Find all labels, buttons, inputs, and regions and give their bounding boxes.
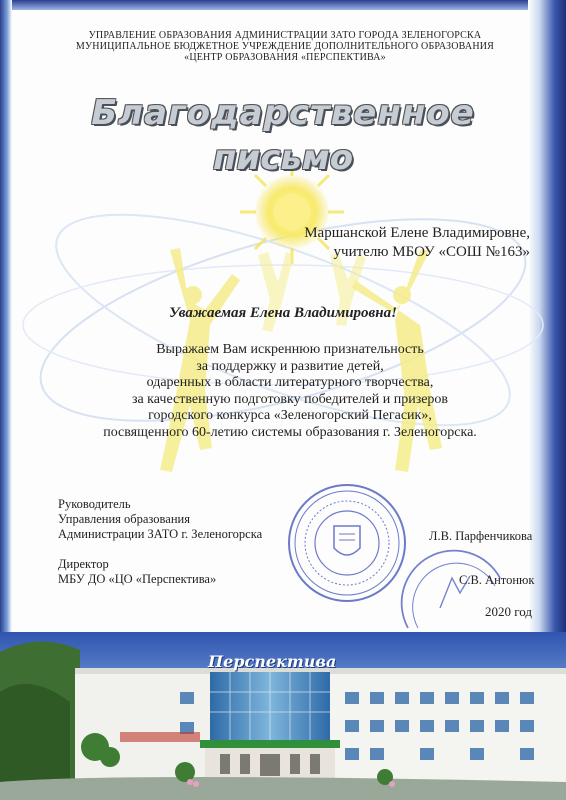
body-line: посвященного 60-летию системы образования г. Зеленогорска.	[103, 424, 477, 440]
body-line: за качественную подготовку победителей и призеров	[131, 391, 449, 407]
top-border	[0, 0, 566, 10]
title-line: Благодарственное	[91, 93, 475, 133]
signatory-title-line: Руководитель	[58, 497, 131, 511]
issuer-header	[70, 30, 500, 63]
greeting: Уважаемая Елена Владимировна!	[169, 305, 397, 321]
body-text	[40, 342, 540, 441]
title-line: письмо	[212, 138, 354, 178]
document-title	[0, 92, 566, 180]
signatory-title-line: Управления образования	[58, 512, 190, 526]
header-line: «ЦЕНТР ОБРАЗОВАНИЯ «ПЕРСПЕКТИВА»	[184, 52, 386, 63]
recipient-position: учителю МБОУ «СОШ №163»	[333, 244, 530, 260]
body-line: Выражаем Вам искреннюю признательность	[156, 342, 424, 357]
header-line: УПРАВЛЕНИЕ ОБРАЗОВАНИЯ АДМИНИСТРАЦИИ ЗАТО ГОРОДА ЗЕЛЕНОГОРСКА	[88, 30, 482, 41]
signatory-title-line: Администрации ЗАТО г. Зеленогорска	[58, 527, 263, 541]
signatory-2-title	[58, 557, 216, 587]
organization-stamp	[400, 548, 510, 634]
body-line: одаренных в области литературного творчества,	[146, 375, 434, 390]
signatory-title-line: МБУ ДО «ЦО «Перспектива»	[58, 572, 217, 586]
signatory-1-title	[58, 497, 262, 542]
signatory-1-name: Л.В. Парфенчикова	[429, 529, 533, 543]
signatory-title-line: Директор	[58, 557, 109, 571]
header-line: МУНИЦИПАЛЬНОЕ БЮДЖЕТНОЕ УЧРЕЖДЕНИЕ ДОПОЛНИТЕЛЬНОГО ОБРАЗОВАНИЯ	[75, 41, 495, 52]
issue-year: 2020 год	[485, 604, 532, 619]
body-line: городского конкурса «Зеленогорский Пегасик»,	[148, 408, 432, 423]
official-seal-stamp	[282, 478, 412, 608]
signatory-2-name: С.В. Антонюк	[459, 573, 535, 587]
background-sun-figures-art	[0, 150, 566, 500]
recipient-block	[210, 224, 530, 262]
body-line: за поддержку и развитие детей,	[196, 358, 384, 374]
building-sign: Перспектива	[208, 652, 337, 671]
recipient-name: Маршанской Елене Владимировне,	[304, 225, 530, 241]
